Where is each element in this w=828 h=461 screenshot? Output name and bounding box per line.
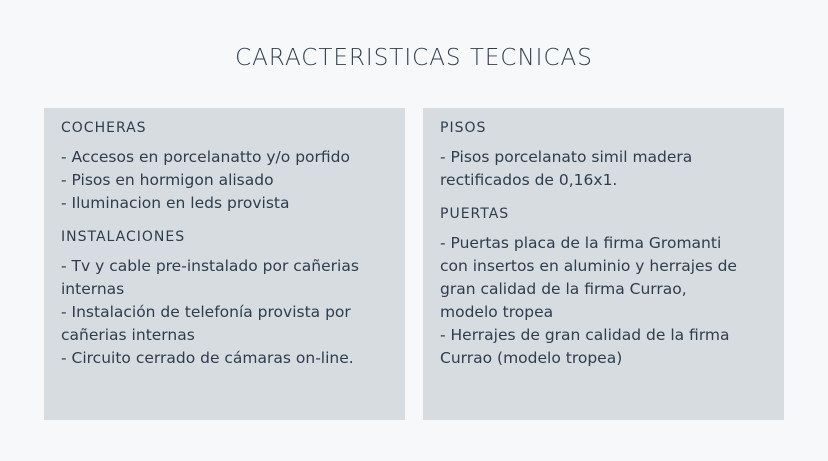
instalaciones-text [61, 255, 388, 370]
text-line: - Accesos en porcelanatto y/o porfido [61, 148, 350, 166]
text-line: - Tv y cable pre-instalado por cañerias [61, 257, 359, 275]
instalaciones-heading: INSTALACIONES [61, 229, 186, 245]
text-line: internas [61, 280, 125, 298]
puertas-section [440, 205, 767, 370]
text-line: rectificados de 0,16x1. [440, 171, 618, 189]
pisos-section [440, 119, 767, 192]
page-title: CARACTERISTICAS TECNICAS [235, 45, 593, 71]
text-line: cañerias internas [61, 326, 195, 344]
text-line: - Puertas placa de la firma Gromanti [440, 234, 722, 252]
text-line: - Iluminacion en leds provista [61, 194, 290, 212]
puertas-heading: PUERTAS [440, 206, 510, 222]
cocheras-heading: COCHERAS [61, 120, 147, 136]
text-line: - Herrajes de gran calidad de la firma [440, 326, 730, 344]
cocheras-section [61, 119, 388, 215]
puertas-text [440, 232, 767, 370]
text-line: - Pisos en hormigon alisado [61, 171, 274, 189]
pisos-text [440, 146, 767, 192]
pisos-heading: PISOS [440, 120, 487, 136]
text-line: - Pisos porcelanato simil madera [440, 148, 693, 166]
cocheras-text [61, 146, 388, 215]
text-line: gran calidad de la firma Currao, [440, 280, 687, 298]
text-line: - Circuito cerrado de cámaras on-line. [61, 349, 354, 367]
text-line: con insertos en aluminio y herrajes de [440, 257, 737, 275]
pisos-puertas-panel [423, 108, 784, 420]
cocheras-instalaciones-panel [44, 108, 405, 420]
text-line: Currao (modelo tropea) [440, 349, 623, 367]
text-line: - Instalación de telefonía provista por [61, 303, 351, 321]
instalaciones-section [61, 228, 388, 370]
text-line: modelo tropea [440, 303, 554, 321]
